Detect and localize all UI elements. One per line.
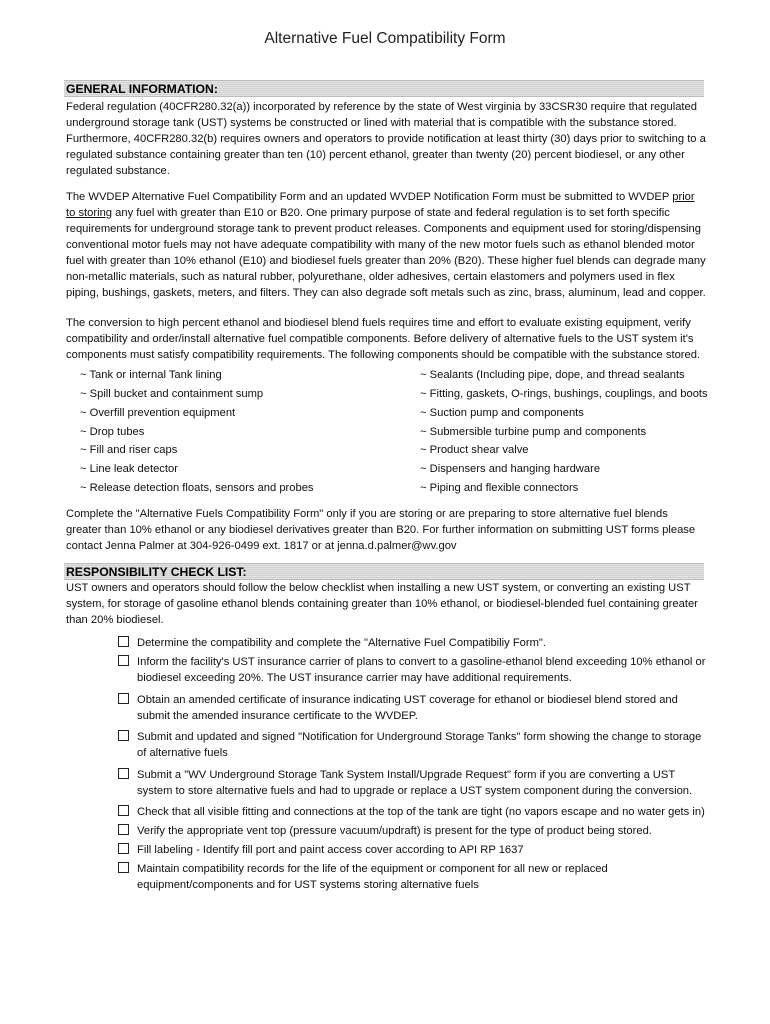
checklist-item-text: Check that all visible fitting and connections at the top of the tank are tight (no vapors escape and no water gets in) (137, 806, 705, 818)
paragraph-conversion: The conversion to high percent ethanol and biodiesel blend fuels requires time and effort to evaluate existing equipment, verify compatibility and order/install alternative fuel compatible components. Before delivery of alternative fuels to the UST system it's components must satisfy compatibility requirements. The following components should be compatible with the substance stored. (66, 317, 701, 361)
component-item: ~ Line leak detector (80, 463, 178, 475)
component-item: ~ Dispensers and hanging hardware (420, 463, 601, 475)
page-title: Alternative Fuel Compatibility Form (264, 30, 506, 47)
checklist-item-text: Determine the compatibility and complete the "Alternative Fuel Compatibiliy Form". (137, 637, 546, 649)
checkbox[interactable] (118, 730, 129, 741)
component-item: ~ Drop tubes (80, 426, 145, 438)
component-item: ~ Submersible turbine pump and components (420, 426, 647, 438)
checkbox[interactable] (118, 862, 129, 873)
component-item: ~ Piping and flexible connectors (420, 482, 579, 494)
checkbox[interactable] (118, 824, 129, 835)
checklist-intro: UST owners and operators should follow the below checklist when installing a new UST system, or converting an existing UST system, for storage of gasoline ethanol blends containing greater than 10% ethanol, or biodiesel-blended fuel containing greater than 20% biodiesel. (66, 582, 698, 626)
paragraph-federal-regulation: Federal regulation (40CFR280.32(a)) incorporated by reference by the state of West virginia by 33CSR30 require that regulated underground storage tank (UST) systems be constructed or lined with material that is compatible with the substance stored. Furthermore, 40CFR280.32(b) requires owners and operators to provide notification at least thirty (30) days prior to switching to a regulated substance containing greater than ten (10) percent ethanol, greater than twenty (20) percent biodiesel, or any other regulated substance. (66, 101, 706, 177)
component-item: ~ Suction pump and components (420, 407, 584, 419)
paragraph-text: The WVDEP Alternative Fuel Compatibility Form and an updated WVDEP Notification Form must be submitted to WVDEP (66, 191, 673, 203)
checkbox[interactable] (118, 805, 129, 816)
component-item: ~ Release detection floats, sensors and probes (80, 482, 314, 494)
component-item: ~ Fitting, gaskets, O-rings, bushings, couplings, and boots (420, 388, 708, 400)
checkbox[interactable] (118, 693, 129, 704)
component-item: ~ Overfill prevention equipment (80, 407, 236, 419)
component-item: ~ Product shear valve (420, 444, 529, 456)
checklist-item-text: Verify the appropriate vent top (pressure vacuum/updraft) is present for the type of product being stored. (137, 825, 652, 837)
checkbox[interactable] (118, 843, 129, 854)
checklist-item-text: Obtain an amended certificate of insurance indicating UST coverage for ethanol or biodiesel blend stored and submit the amended insurance certificate to the WVDEP. (137, 694, 678, 722)
paragraph-complete-form: Complete the "Alternative Fuels Compatibility Form" only if you are storing or are preparing to store alternative fuel blends greater than 10% ethanol or any biodiesel derivatives greater than B20. For further information on submitting UST forms please contact Jenna Palmer at 304-926-0499 ext. 1817 or at jenna.d.palmer@wv.gov (66, 508, 696, 552)
component-item: ~ Fill and riser caps (80, 444, 178, 456)
checklist-item-text: Inform the facility's UST insurance carrier of plans to convert to a gasoline-ethanol blend exceeding 10% ethanol or biodiesel exceeding 20%. The UST insurance carrier may have additional requirements. (137, 656, 706, 684)
checkbox[interactable] (118, 768, 129, 779)
component-item: ~ Spill bucket and containment sump (80, 388, 264, 400)
responsibility-checklist-heading: RESPONSIBILITY CHECK LIST: (64, 563, 704, 580)
component-item: ~ Sealants (Including pipe, dope, and thread sealants (420, 369, 685, 381)
checkbox[interactable] (118, 655, 129, 666)
checklist-item-text: Fill labeling - Identify fill port and paint access cover according to API RP 1637 (137, 844, 524, 856)
checklist-item-text: Submit a "WV Underground Storage Tank System Install/Upgrade Request" form if you are converting a UST system to store alternative fuels and had to upgrade or replace a UST system component during the conversion. (137, 769, 693, 797)
component-item: ~ Tank or internal Tank lining (80, 369, 222, 381)
paragraph-wvdep-form (66, 189, 706, 301)
general-information-heading: GENERAL INFORMATION: (64, 80, 704, 97)
prior-to-storing-text: prior to storing (66, 191, 695, 219)
checklist-item-text: Maintain compatibility records for the life of the equipment or component for all new or replaced equipment/components and for UST systems storing alternative fuels (137, 863, 608, 891)
paragraph-text: any fuel with greater than E10 or B20. One primary purpose of state and federal regulation is to set forth specific requirements for underground storage tank to prevent product releases. Components and equipment used for storing/dispensing conventional motor fuels may not have adequate compatibility with many of the new motor fuels such as ethanol blended motor fuel with greater than 10% ethanol (E10) and biodiesel fuels greater than 20% (B20). These higher fuel blends can degrade many non-metallic materials, such as natural rubber, polyurethane, older adhesives, certain elastomers and polymers used in flex piping, bushings, gaskets, meters, and filters. They can also degrade soft metals such as zinc, brass, aluminum, lead and copper. (66, 207, 706, 299)
checklist-item-text: Submit and updated and signed "Notification for Underground Storage Tanks" form showing the change to storage of alternative fuels (137, 731, 702, 759)
checkbox[interactable] (118, 636, 129, 647)
